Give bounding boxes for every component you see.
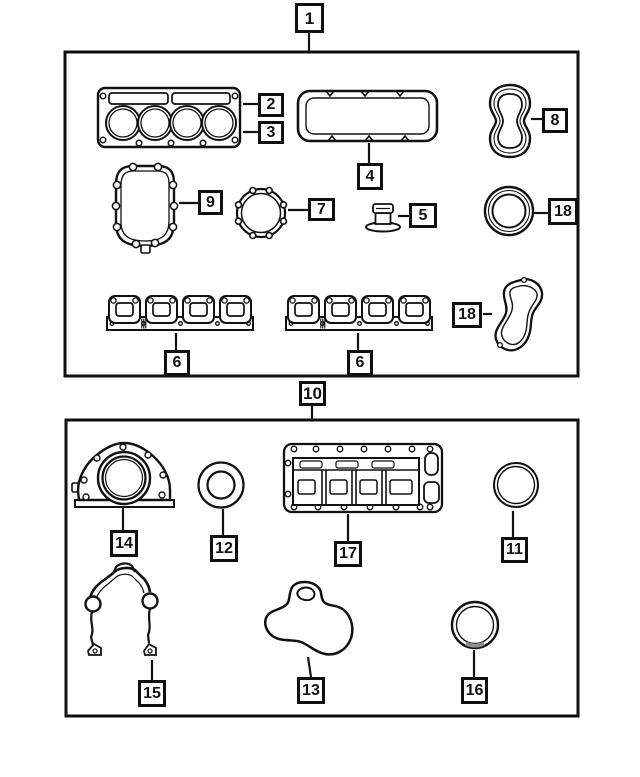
callout-6-right-label: 6 <box>355 354 365 371</box>
callout-15-label: 15 <box>143 684 161 702</box>
water-pump-gasket <box>265 582 352 654</box>
callout-8-label: 8 <box>550 111 560 129</box>
callout-18-upper-label: 18 <box>554 202 572 220</box>
exhaust-manifold-gasket-right <box>286 296 432 330</box>
callout-14-label: 14 <box>115 534 133 552</box>
crankshaft-seal-ring <box>452 602 498 648</box>
callout-6-left-label: 6 <box>172 354 182 371</box>
callout-16[interactable] <box>461 677 488 704</box>
callout-18-lower-label: 18 <box>458 306 476 323</box>
peanut-shaped-gasket <box>490 85 530 157</box>
callout-10[interactable] <box>299 381 326 406</box>
valve-stem-seal <box>366 204 400 232</box>
callout-5[interactable] <box>409 203 437 228</box>
timing-cover-gasket <box>86 563 158 655</box>
exhaust-manifold-gasket-left <box>107 296 253 330</box>
callout-6-left[interactable] <box>164 350 190 376</box>
callout-17[interactable] <box>334 541 362 567</box>
callout-12[interactable] <box>210 535 238 562</box>
callout-18-upper[interactable] <box>548 198 578 225</box>
callout-14[interactable] <box>110 530 138 557</box>
callout-1-label: 1 <box>304 8 315 28</box>
round-seal-ring <box>485 187 533 235</box>
valve-cover-gasket <box>298 91 437 141</box>
thick-o-ring <box>199 463 244 508</box>
callout-12-label: 12 <box>215 539 233 557</box>
callout-13-label: 13 <box>302 681 320 699</box>
callout-3-label: 3 <box>266 123 276 141</box>
callout-2[interactable] <box>258 93 284 117</box>
callout-10-label: 10 <box>303 384 322 403</box>
callout-13[interactable] <box>297 677 325 704</box>
callout-7[interactable] <box>308 198 335 221</box>
callout-9-label: 9 <box>206 193 215 211</box>
callout-16-label: 16 <box>465 681 484 699</box>
callout-4[interactable] <box>357 163 383 190</box>
rounded-rect-gasket <box>112 163 177 253</box>
callout-6-right[interactable] <box>347 350 373 376</box>
irregular-cover-gasket <box>496 278 543 351</box>
callout-4-label: 4 <box>365 167 375 185</box>
scalloped-round-gasket <box>236 188 287 239</box>
oil-pan-gasket <box>284 444 442 512</box>
callout-8[interactable] <box>542 108 568 133</box>
thin-o-ring <box>494 463 538 507</box>
callout-11[interactable] <box>501 537 528 563</box>
callout-18-lower[interactable] <box>452 302 482 328</box>
callout-11-label: 11 <box>506 541 523 558</box>
callout-9[interactable] <box>198 190 223 215</box>
cylinder-head-gasket <box>98 88 240 147</box>
callout-17-label: 17 <box>339 545 357 562</box>
callout-15[interactable] <box>138 680 166 707</box>
callout-2-label: 2 <box>266 96 276 113</box>
callout-1[interactable] <box>295 3 324 33</box>
callout-5-label: 5 <box>418 206 428 224</box>
rear-main-seal-retainer <box>72 443 174 507</box>
callout-7-label: 7 <box>317 200 326 218</box>
callout-3[interactable] <box>258 121 284 144</box>
